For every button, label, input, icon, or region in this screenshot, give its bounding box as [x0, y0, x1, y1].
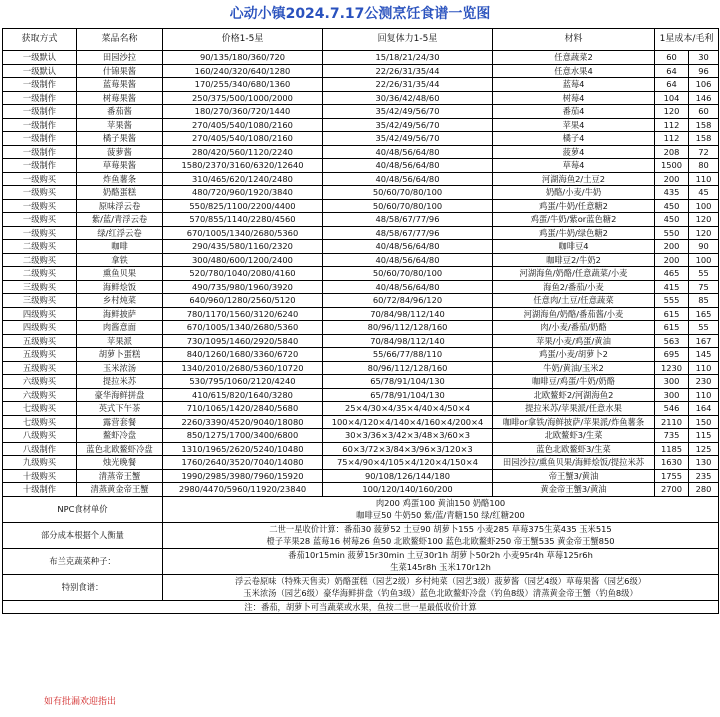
- cell-source: 一级制作: [3, 105, 77, 119]
- cell-dish: 奶酪蛋糕: [77, 186, 163, 200]
- cell-price: 90/135/180/360/720: [163, 51, 323, 65]
- cell-profit: 55: [689, 267, 719, 281]
- cell-profit: 72: [689, 145, 719, 159]
- table-row: [3, 105, 719, 119]
- cell-source: 一级制作: [3, 118, 77, 132]
- note-line: 浮云卷原味（特殊天售卖）奶酪蛋糕（园艺2级）乡村炖菜（园艺3级）菠萝酱（园艺4级）草莓果酱（园艺6级）: [234, 575, 647, 586]
- cell-price: 410/615/820/1640/3280: [163, 388, 323, 402]
- cell-materials: 河湖海鱼/奶酪/番茄酱/小麦: [493, 307, 655, 321]
- cell-stamina: 30/36/42/48/60: [323, 91, 493, 105]
- cell-price: 1340/2010/2680/5360/10720: [163, 361, 323, 375]
- cell-dish: 菠萝酱: [77, 145, 163, 159]
- cell-cost: 435: [655, 186, 689, 200]
- table-row: [3, 240, 719, 254]
- cell-materials: 咖啡豆/鸡蛋/牛奶/奶酪: [493, 375, 655, 389]
- cell-price: 290/435/580/1160/2320: [163, 240, 323, 254]
- cell-source: 六级购买: [3, 388, 77, 402]
- cell-source: 一级制作: [3, 91, 77, 105]
- cell-dish: 玉米浓汤: [77, 361, 163, 375]
- cell-cost: 546: [655, 402, 689, 416]
- cell-source: 三级购买: [3, 294, 77, 308]
- table-row: [3, 415, 719, 429]
- cell-price: 1580/2370/3160/6320/12640: [163, 159, 323, 173]
- table-row: [3, 456, 719, 470]
- cell-materials: 牛奶/黄油/玉米2: [493, 361, 655, 375]
- notes-section: [3, 496, 719, 614]
- cell-dish: 烛光晚餐: [77, 456, 163, 470]
- cell-profit: 280: [689, 483, 719, 497]
- cell-profit: 55: [689, 321, 719, 335]
- cell-price: 840/1260/1680/3360/6720: [163, 348, 323, 362]
- cell-source: 五级购买: [3, 361, 77, 375]
- cell-dish: 咖啡: [77, 240, 163, 254]
- note-line: 咖啡豆50 牛奶50 紫/蓝/青糖150 绿/红糖200: [356, 510, 525, 520]
- cell-cost: 2700: [655, 483, 689, 497]
- cell-price: 480/720/960/1920/3840: [163, 186, 323, 200]
- cell-stamina: 35/42/49/56/70: [323, 105, 493, 119]
- cell-price: 670/1005/1340/2680/5360: [163, 226, 323, 240]
- cell-profit: 235: [689, 469, 719, 483]
- table-row: [3, 118, 719, 132]
- cell-price: 780/1170/1560/3120/6240: [163, 307, 323, 321]
- cell-dish: 田园沙拉: [77, 51, 163, 65]
- table-row: [3, 429, 719, 443]
- cell-profit: 150: [689, 415, 719, 429]
- cell-price: 520/780/1040/2080/4160: [163, 267, 323, 281]
- note-line: 玉米浓汤（园艺6级）豪华海鲜拼盘（钓鱼3级）蓝色北欧鳌虾冷盘（钓鱼8级）清蒸黄金帝王蟹（钓鱼8级）: [243, 588, 638, 598]
- cell-profit: 130: [689, 456, 719, 470]
- cell-source: 四级购买: [3, 321, 77, 335]
- cell-profit: 80: [689, 159, 719, 173]
- cell-materials: 橘子4: [493, 132, 655, 146]
- table-row: [3, 361, 719, 375]
- cell-source: 五级购买: [3, 334, 77, 348]
- cell-price: 490/735/980/1960/3920: [163, 280, 323, 294]
- cell-profit: 164: [689, 402, 719, 416]
- cell-dish: 豪华海鲜拼盘: [77, 388, 163, 402]
- cell-source: 一级购买: [3, 199, 77, 213]
- cell-dish: 紫/蓝/青浮云卷: [77, 213, 163, 227]
- cell-price: 1760/2640/3520/7040/14080: [163, 456, 323, 470]
- table-row: [3, 172, 719, 186]
- cell-materials: 苹果/小麦/鸡蛋/黄油: [493, 334, 655, 348]
- table-row: [3, 226, 719, 240]
- cell-dish: 清蒸黄金帝王蟹: [77, 483, 163, 497]
- cell-profit: 167: [689, 334, 719, 348]
- cell-stamina: 100×4/120×4/140×4/160×4/200×4: [323, 415, 493, 429]
- cell-stamina: 55/66/77/88/110: [323, 348, 493, 362]
- cell-materials: 鸡蛋/牛奶/任意糖2: [493, 199, 655, 213]
- cell-cost: 112: [655, 132, 689, 146]
- table-row: [3, 51, 719, 65]
- table-row: [3, 213, 719, 227]
- cell-cost: 112: [655, 118, 689, 132]
- cell-profit: 60: [689, 105, 719, 119]
- table-row: [3, 267, 719, 281]
- cell-profit: 158: [689, 132, 719, 146]
- cell-source: 二级购买: [3, 240, 77, 254]
- table-row: [3, 199, 719, 213]
- cell-stamina: 48/58/67/77/96: [323, 213, 493, 227]
- cell-source: 一级制作: [3, 159, 77, 173]
- table-header-row: [3, 29, 719, 51]
- table-row: [3, 321, 719, 335]
- cell-stamina: 40/48/56/64/80: [323, 253, 493, 267]
- cell-cost: 2110: [655, 415, 689, 429]
- cell-stamina: 22/26/31/35/44: [323, 64, 493, 78]
- cell-cost: 300: [655, 388, 689, 402]
- cell-price: 570/855/1140/2280/4560: [163, 213, 323, 227]
- header-dish: 菜品名称: [77, 29, 163, 51]
- cell-price: 2260/3390/4520/9040/18080: [163, 415, 323, 429]
- table-row: [3, 253, 719, 267]
- cell-price: 280/420/560/1120/2240: [163, 145, 323, 159]
- cell-profit: 85: [689, 294, 719, 308]
- cell-materials: 任意肉/土豆/任意蔬菜: [493, 294, 655, 308]
- cell-materials: 河湖海鱼2/土豆2: [493, 172, 655, 186]
- cell-profit: 158: [689, 118, 719, 132]
- cell-dish: 苹果酱: [77, 118, 163, 132]
- cell-profit: 146: [689, 91, 719, 105]
- cell-dish: 草莓果酱: [77, 159, 163, 173]
- cell-price: 850/1275/1700/3400/6800: [163, 429, 323, 443]
- footnote: 注：番茄，胡萝卜可当蔬菜或水果，鱼按二世一星最低收价计算: [3, 600, 719, 614]
- cell-stamina: 70/84/98/112/140: [323, 334, 493, 348]
- table-row: [3, 294, 719, 308]
- page-title: 心动小镇2024.7.17公测烹饪食谱一览图: [229, 6, 491, 22]
- cell-dish: 蓝色北欧鳌虾冷盘: [77, 442, 163, 456]
- cell-materials: 咖啡or拿铁/海鲜披萨/苹果派/炸鱼薯条: [493, 415, 655, 429]
- note-line: 橙子苹果28 蓝莓16 树莓26 鱼50 北欧鳌虾100 蓝色北欧鳌虾250 帝王蟹535 黄金帝王蟹850: [266, 536, 615, 546]
- cell-source: 一级购买: [3, 213, 77, 227]
- cell-stamina: 48/58/67/77/96: [323, 226, 493, 240]
- cell-price: 710/1065/1420/2840/5680: [163, 402, 323, 416]
- cell-price: 170/255/340/680/1360: [163, 78, 323, 92]
- cell-dish: 鳌虾冷盘: [77, 429, 163, 443]
- cell-profit: 75: [689, 280, 719, 294]
- cell-materials: 鸡蛋/小麦/胡萝卜2: [493, 348, 655, 362]
- cell-stamina: 40/48/56/64/80: [323, 159, 493, 173]
- cell-materials: 奶酪/小麦/牛奶: [493, 186, 655, 200]
- cell-stamina: 60/72/84/96/120: [323, 294, 493, 308]
- cell-stamina: 40/48/56/64/80: [323, 240, 493, 254]
- cell-dish: 熏鱼贝果: [77, 267, 163, 281]
- cell-profit: 120: [689, 213, 719, 227]
- cell-cost: 1500: [655, 159, 689, 173]
- cell-profit: 100: [689, 199, 719, 213]
- cell-dish: 炸鱼薯条: [77, 172, 163, 186]
- cell-price: 310/465/620/1240/2480: [163, 172, 323, 186]
- table-row: [3, 186, 719, 200]
- cell-stamina: 22/26/31/35/44: [323, 78, 493, 92]
- table-body: [3, 51, 719, 497]
- cell-cost: 1630: [655, 456, 689, 470]
- cell-materials: 蓝莓4: [493, 78, 655, 92]
- cell-cost: 450: [655, 199, 689, 213]
- table-row: [3, 334, 719, 348]
- cell-profit: 230: [689, 375, 719, 389]
- cell-stamina: 90/108/126/144/180: [323, 469, 493, 483]
- table-row: [3, 307, 719, 321]
- cell-stamina: 50/60/70/80/100: [323, 199, 493, 213]
- cell-dish: 树莓果酱: [77, 91, 163, 105]
- cell-dish: 乡村炖菜: [77, 294, 163, 308]
- note-row-npc: [3, 496, 719, 522]
- cell-materials: 番茄4: [493, 105, 655, 119]
- cell-source: 七级购买: [3, 402, 77, 416]
- cell-source: 一级制作: [3, 78, 77, 92]
- cell-price: 180/270/360/720/1440: [163, 105, 323, 119]
- cell-stamina: 35/42/49/56/70: [323, 132, 493, 146]
- cell-stamina: 70/84/98/112/140: [323, 307, 493, 321]
- cell-source: 六级购买: [3, 375, 77, 389]
- cell-stamina: 75×4/90×4/105×4/120×4/150×4: [323, 456, 493, 470]
- cell-dish: 原味浮云卷: [77, 199, 163, 213]
- cell-dish: 英式下午茶: [77, 402, 163, 416]
- cell-price: 2980/4470/5960/11920/23840: [163, 483, 323, 497]
- cell-dish: 番茄酱: [77, 105, 163, 119]
- cell-cost: 563: [655, 334, 689, 348]
- cell-stamina: 50/60/70/80/100: [323, 186, 493, 200]
- cell-price: 270/405/540/1080/2160: [163, 118, 323, 132]
- cell-source: 十级制作: [3, 483, 77, 497]
- cell-cost: 450: [655, 213, 689, 227]
- cell-stamina: 60×3/72×3/84×3/96×3/120×3: [323, 442, 493, 456]
- header-stamina: 回复体力1-5星: [323, 29, 493, 51]
- cell-cost: 550: [655, 226, 689, 240]
- cell-dish: 橘子果酱: [77, 132, 163, 146]
- cell-materials: 任意蔬菜2: [493, 51, 655, 65]
- note-row-seeds: [3, 548, 719, 574]
- table-row: [3, 78, 719, 92]
- table-row: [3, 132, 719, 146]
- cell-materials: 菠萝4: [493, 145, 655, 159]
- cell-profit: 90: [689, 240, 719, 254]
- note-row-special: [3, 574, 719, 600]
- cell-source: 四级购买: [3, 307, 77, 321]
- cell-stamina: 50/60/70/80/100: [323, 267, 493, 281]
- cell-stamina: 65/78/91/104/130: [323, 375, 493, 389]
- note-label: 特别食谱：: [3, 574, 163, 600]
- cell-profit: 45: [689, 186, 719, 200]
- cell-dish: 什锦果酱: [77, 64, 163, 78]
- cell-source: 三级购买: [3, 280, 77, 294]
- table-row: [3, 145, 719, 159]
- recipe-table: [2, 28, 719, 614]
- cell-source: 八级制作: [3, 442, 77, 456]
- cell-price: 530/795/1060/2120/4240: [163, 375, 323, 389]
- cell-materials: 黄金帝王蟹3/黄油: [493, 483, 655, 497]
- cell-materials: 帝王蟹3/黄油: [493, 469, 655, 483]
- cell-cost: 555: [655, 294, 689, 308]
- cell-dish: 海鲜烩饭: [77, 280, 163, 294]
- cell-price: 550/825/1100/2200/4400: [163, 199, 323, 213]
- cell-cost: 615: [655, 321, 689, 335]
- cell-stamina: 30×3/36×3/42×3/48×3/60×3: [323, 429, 493, 443]
- cell-materials: 草莓4: [493, 159, 655, 173]
- cell-stamina: 80/96/112/128/160: [323, 321, 493, 335]
- cell-profit: 110: [689, 388, 719, 402]
- cell-price: 730/1095/1460/2920/5840: [163, 334, 323, 348]
- cell-price: 1310/1965/2620/5240/10480: [163, 442, 323, 456]
- cell-source: 一级购买: [3, 172, 77, 186]
- cell-cost: 200: [655, 172, 689, 186]
- cell-materials: 海鱼2/番茄/小麦: [493, 280, 655, 294]
- cell-profit: 106: [689, 78, 719, 92]
- cell-materials: 蓝色北欧鳌虾3/生菜: [493, 442, 655, 456]
- cell-source: 九级购买: [3, 456, 77, 470]
- cell-materials: 田园沙拉/熏鱼贝果/海鲜烩饭/提拉米苏: [493, 456, 655, 470]
- cell-stamina: 25×4/30×4/35×4/40×4/50×4: [323, 402, 493, 416]
- cell-dish: 拿铁: [77, 253, 163, 267]
- cell-price: 1990/2985/3980/7960/15920: [163, 469, 323, 483]
- table-row: [3, 469, 719, 483]
- note-row-footnote: [3, 600, 719, 614]
- cell-source: 一级默认: [3, 64, 77, 78]
- note-body: [163, 548, 719, 574]
- cell-price: 250/375/500/1000/2000: [163, 91, 323, 105]
- note-line: 番茄10r15min 菠萝15r30min 土豆30r1h 胡萝卜50r2h 小麦95r4h 草莓125r6h: [288, 549, 593, 560]
- cell-cost: 64: [655, 64, 689, 78]
- cell-materials: 任意水果4: [493, 64, 655, 78]
- cell-cost: 1230: [655, 361, 689, 375]
- cell-profit: 165: [689, 307, 719, 321]
- cell-stamina: 65/78/91/104/130: [323, 388, 493, 402]
- cell-cost: 1755: [655, 469, 689, 483]
- cell-cost: 415: [655, 280, 689, 294]
- cell-dish: 肉酱意面: [77, 321, 163, 335]
- cell-profit: 115: [689, 429, 719, 443]
- cell-materials: 树莓4: [493, 91, 655, 105]
- cell-profit: 120: [689, 226, 719, 240]
- table-row: [3, 402, 719, 416]
- cell-materials: 肉/小麦/番茄/奶酪: [493, 321, 655, 335]
- cell-profit: 145: [689, 348, 719, 362]
- table-row: [3, 64, 719, 78]
- cell-source: 十级购买: [3, 469, 77, 483]
- cell-dish: 清蒸帝王蟹: [77, 469, 163, 483]
- cell-cost: 120: [655, 105, 689, 119]
- cell-stamina: 40/48/56/64/80: [323, 280, 493, 294]
- table-row: [3, 388, 719, 402]
- cell-dish: 提拉米苏: [77, 375, 163, 389]
- table-row: [3, 91, 719, 105]
- header-price: 价格1-5星: [163, 29, 323, 51]
- note-row-cost: [3, 522, 719, 548]
- cell-materials: 鸡蛋/牛奶/绿色糖2: [493, 226, 655, 240]
- cell-source: 七级购买: [3, 415, 77, 429]
- feedback-note: 如有批漏欢迎指出: [44, 697, 117, 707]
- cell-source: 八级购买: [3, 429, 77, 443]
- header-materials: 材料: [493, 29, 655, 51]
- note-label: NPC食材单价: [3, 496, 163, 522]
- cell-dish: 露营套餐: [77, 415, 163, 429]
- note-label: 部分成本根据个人衡量: [3, 522, 163, 548]
- cell-source: 一级默认: [3, 51, 77, 65]
- cell-profit: 100: [689, 253, 719, 267]
- cell-profit: 125: [689, 442, 719, 456]
- cell-source: 五级购买: [3, 348, 77, 362]
- cell-cost: 1185: [655, 442, 689, 456]
- cell-source: 二级购买: [3, 267, 77, 281]
- note-label: 布兰克蔬菜种子：: [3, 548, 163, 574]
- cell-materials: 河湖海鱼/奶酪/任意蔬菜/小麦: [493, 267, 655, 281]
- table-row: [3, 348, 719, 362]
- cell-cost: 615: [655, 307, 689, 321]
- note-line: 生菜145r8h 玉米170r12h: [390, 562, 491, 572]
- note-body: [163, 574, 719, 600]
- cell-source: 一级购买: [3, 186, 77, 200]
- table-row: [3, 375, 719, 389]
- cell-source: 一级制作: [3, 145, 77, 159]
- header-cost-profit: 1星成本/毛利: [655, 29, 719, 51]
- cell-profit: 110: [689, 361, 719, 375]
- cell-materials: 提拉米苏/苹果派/任意水果: [493, 402, 655, 416]
- cell-stamina: 80/96/112/128/160: [323, 361, 493, 375]
- cell-dish: 蓝莓果酱: [77, 78, 163, 92]
- note-line: 二世一星收价计算：番茄30 菠萝52 土豆90 胡萝卜155 小麦285 草莓375生菜435 玉米515: [269, 523, 612, 534]
- cell-cost: 60: [655, 51, 689, 65]
- cell-dish: 胡萝卜蛋糕: [77, 348, 163, 362]
- cell-materials: 苹果4: [493, 118, 655, 132]
- table-row: [3, 483, 719, 497]
- cell-cost: 208: [655, 145, 689, 159]
- cell-materials: 咖啡豆4: [493, 240, 655, 254]
- cell-cost: 200: [655, 240, 689, 254]
- cell-cost: 300: [655, 375, 689, 389]
- cell-dish: 绿/红浮云卷: [77, 226, 163, 240]
- cell-stamina: 15/18/21/24/30: [323, 51, 493, 65]
- cell-stamina: 40/48/56/64/80: [323, 145, 493, 159]
- cell-stamina: 35/42/49/56/70: [323, 118, 493, 132]
- table-row: [3, 442, 719, 456]
- cell-materials: 咖啡豆2/牛奶2: [493, 253, 655, 267]
- table-row: [3, 159, 719, 173]
- note-body: [163, 522, 719, 548]
- cell-price: 300/480/600/1200/2400: [163, 253, 323, 267]
- cell-materials: 北欧鳌虾2/河湖海鱼2: [493, 388, 655, 402]
- cell-cost: 64: [655, 78, 689, 92]
- cell-materials: 鸡蛋/牛奶/紫or蓝色糖2: [493, 213, 655, 227]
- cell-stamina: 100/120/140/160/200: [323, 483, 493, 497]
- cell-cost: 735: [655, 429, 689, 443]
- cell-dish: 海鲜披萨: [77, 307, 163, 321]
- cell-price: 640/960/1280/2560/5120: [163, 294, 323, 308]
- header-source: 获取方式: [3, 29, 77, 51]
- table-row: [3, 280, 719, 294]
- cell-cost: 695: [655, 348, 689, 362]
- cell-cost: 104: [655, 91, 689, 105]
- cell-materials: 北欧鳌虾3/生菜: [493, 429, 655, 443]
- cell-price: 160/240/320/640/1280: [163, 64, 323, 78]
- cell-profit: 110: [689, 172, 719, 186]
- cell-price: 270/405/540/1080/2160: [163, 132, 323, 146]
- cell-profit: 96: [689, 64, 719, 78]
- cell-source: 二级购买: [3, 253, 77, 267]
- cell-cost: 200: [655, 253, 689, 267]
- cell-stamina: 40/48/56/64/80: [323, 172, 493, 186]
- note-body: [163, 496, 719, 522]
- cell-dish: 苹果派: [77, 334, 163, 348]
- cell-source: 一级制作: [3, 132, 77, 146]
- cell-cost: 465: [655, 267, 689, 281]
- cell-profit: 30: [689, 51, 719, 65]
- cell-source: 一级购买: [3, 226, 77, 240]
- cell-price: 670/1005/1340/2680/5360: [163, 321, 323, 335]
- note-line: 肉200 鸡蛋100 黄油150 奶酪100: [375, 497, 506, 508]
